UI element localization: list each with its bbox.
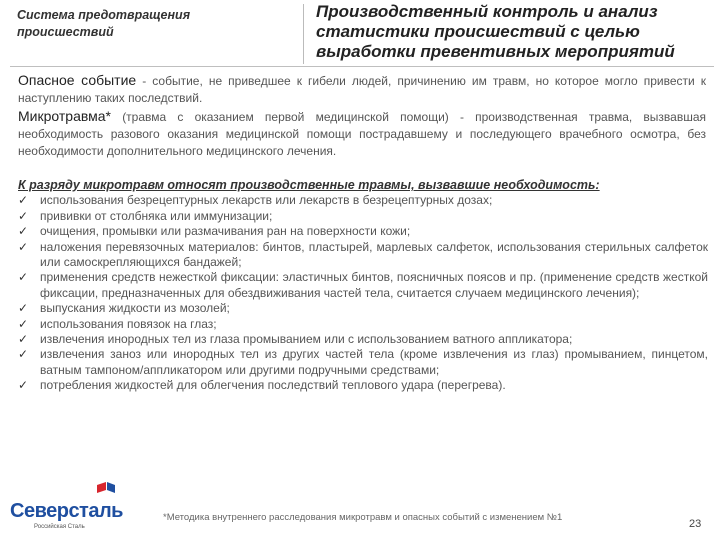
list-item: ✓ извлечения инородных тел из глаза промыванием или с использованием ватного аппликатора; xyxy=(18,332,573,347)
checkmark-icon: ✓ xyxy=(18,224,29,239)
list-item: ✓ потребления жидкостей для облегчения последствий теплового удара (перегрева). xyxy=(18,378,506,393)
checkmark-icon: ✓ xyxy=(18,239,29,254)
page-number: 23 xyxy=(689,518,702,530)
checkmark-icon: ✓ xyxy=(18,208,29,223)
footnote: *Методика внутреннего расследования микротравм и опасных событий с изменением №1 xyxy=(163,512,563,523)
list-item: ✓ применения средств нежесткой фиксации: эластичных бинтов, поясничных поясов и пр. (применение средств жесткой фиксации, предназначенных для обездвиживания частей тела, считается случаем медицинского лечения); xyxy=(18,270,708,300)
list-item: ✓ выпускания жидкости из мозолей; xyxy=(18,301,230,316)
list-title: К разряду микротравм относят производственные травмы, вызвавшие необходимость: xyxy=(18,178,600,192)
microtrauma-criteria xyxy=(18,178,708,394)
slide-title: Производственный контроль и анализ статистики происшествий с целью выработки превентивных мероприятий xyxy=(316,2,675,61)
header-divider xyxy=(303,4,304,64)
header-section-title: Система предотвращения происшествий xyxy=(17,8,191,39)
checkmark-icon: ✓ xyxy=(18,316,29,331)
checkmark-icon: ✓ xyxy=(18,270,29,285)
definition-text: - событие, не приведшее к гибели людей, причинению им травм, но которое могло привести к наступлению таких последствий. xyxy=(18,74,706,105)
list-item: ✓ очищения, промывки или размачивания ран на поверхности кожи; xyxy=(18,224,411,239)
list-item: ✓ использования повязок на глаз; xyxy=(18,316,217,331)
checkmark-icon: ✓ xyxy=(18,347,29,362)
criteria-list xyxy=(18,193,708,393)
definition-term: Микротравма* xyxy=(18,108,111,124)
definition-microtrauma xyxy=(18,108,706,160)
list-item: ✓ использования безрецептурных лекарств или лекарств в безрецептурных дозах; xyxy=(18,193,493,208)
logo-subtitle: Российская Сталь xyxy=(34,524,85,530)
list-item: ✓ извлечения заноз или инородных тел из других частей тела (кроме извлечения из глаз) промыванием, пинцетом, ватным тампоном/аппликатором или другими подручными средствами; xyxy=(18,347,708,377)
header-rule xyxy=(10,66,714,67)
checkmark-icon: ✓ xyxy=(18,301,29,316)
list-item: ✓ наложения перевязочных материалов: бинтов, пластырей, марлевых салфеток, использования стерильных салфеток или самоскрепляющихся бандажей; xyxy=(18,239,708,270)
definition-text: (травма с оказанием первой медицинской помощи) - производственная травма, вызвавшая необходимость разового оказания медицинской помощи пострадавшему и последующего врачебного осмотра, без необходимости дополнительного медицинского лечения. xyxy=(18,110,706,158)
checkmark-icon: ✓ xyxy=(18,193,29,208)
list-item: ✓ прививки от столбняка или иммунизации; xyxy=(18,208,273,223)
logo-wordmark: Северсталь xyxy=(10,500,123,522)
checkmark-icon: ✓ xyxy=(18,378,29,393)
definition-hazardous-event xyxy=(18,72,706,107)
severstal-logo xyxy=(10,482,130,532)
checkmark-icon: ✓ xyxy=(18,332,29,347)
definition-term: Опасное событие xyxy=(18,72,137,88)
severstal-logo-mark-icon xyxy=(95,482,117,500)
